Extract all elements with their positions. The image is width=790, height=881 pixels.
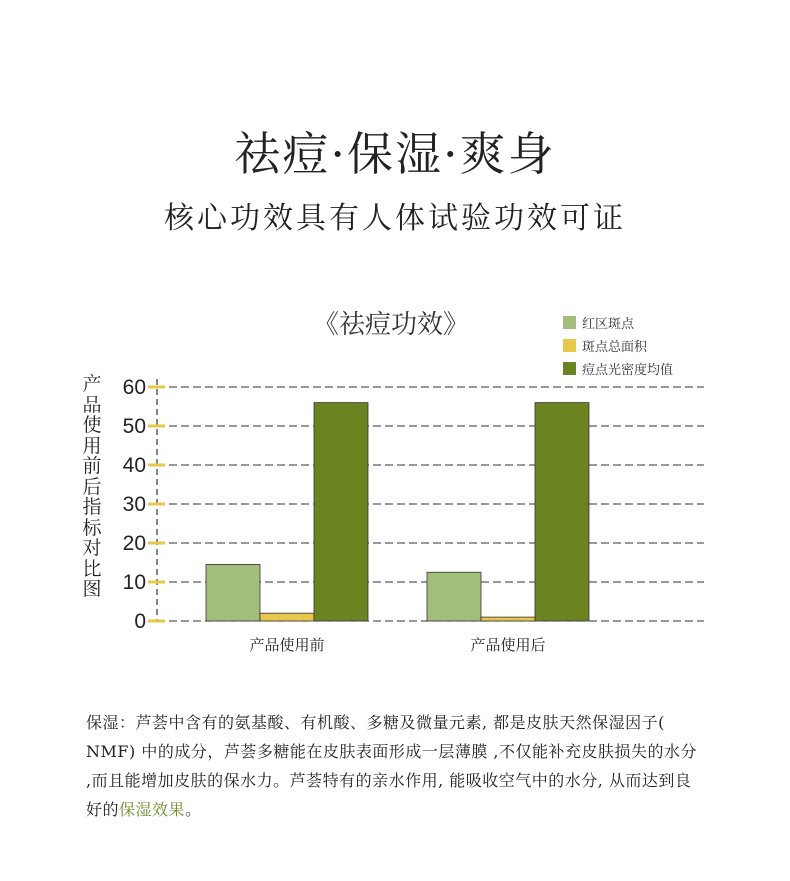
y-axis-label: 产品使用前后指标对比图 [82,373,102,600]
y-tick-label: 60 [122,376,146,399]
page-subtitle: 核心功效具有人体试验功效可证 [164,201,626,236]
x-tick-label: 产品使用后 [470,636,546,654]
bar-0-0 [206,564,260,621]
y-tick-label: 50 [122,415,146,438]
chart-title: 《祛痘功效》 [312,310,469,340]
y-tick-label: 40 [122,454,146,477]
bar-2-1 [535,403,589,621]
page-title: 祛痘·保湿·爽身 [234,127,556,181]
bar-1-0 [260,613,314,621]
x-tick-label: 产品使用前 [249,636,325,654]
description-text-end: 。 [185,800,202,819]
description-paragraph [86,708,706,824]
y-tick-label: 10 [122,571,146,594]
legend-label: 红区斑点 [582,317,635,332]
description-highlight: 保湿效果 [119,800,186,819]
bar-2-0 [314,403,368,621]
y-tick-label: 20 [122,532,146,555]
legend-label: 痘点光密度均值 [582,363,674,378]
y-tick-label: 0 [134,610,146,633]
bar-0-1 [427,572,481,621]
y-tick-label: 30 [122,493,146,516]
bar-1-1 [481,617,535,621]
description-text: 保湿：芦荟中含有的氨基酸、有机酸、多糖及微量元素, 都是皮肤天然保湿因子( NMF) 中的成分，芦荟多糖能在皮肤表面形成一层薄膜 ,不仅能补充皮肤损失的水分 ,而且能增加皮肤的保水力。芦荟特有的亲水作用, 能吸收空气中的水分, 从而达到良好的 [86,713,697,819]
legend-label: 斑点总面积 [582,340,648,355]
